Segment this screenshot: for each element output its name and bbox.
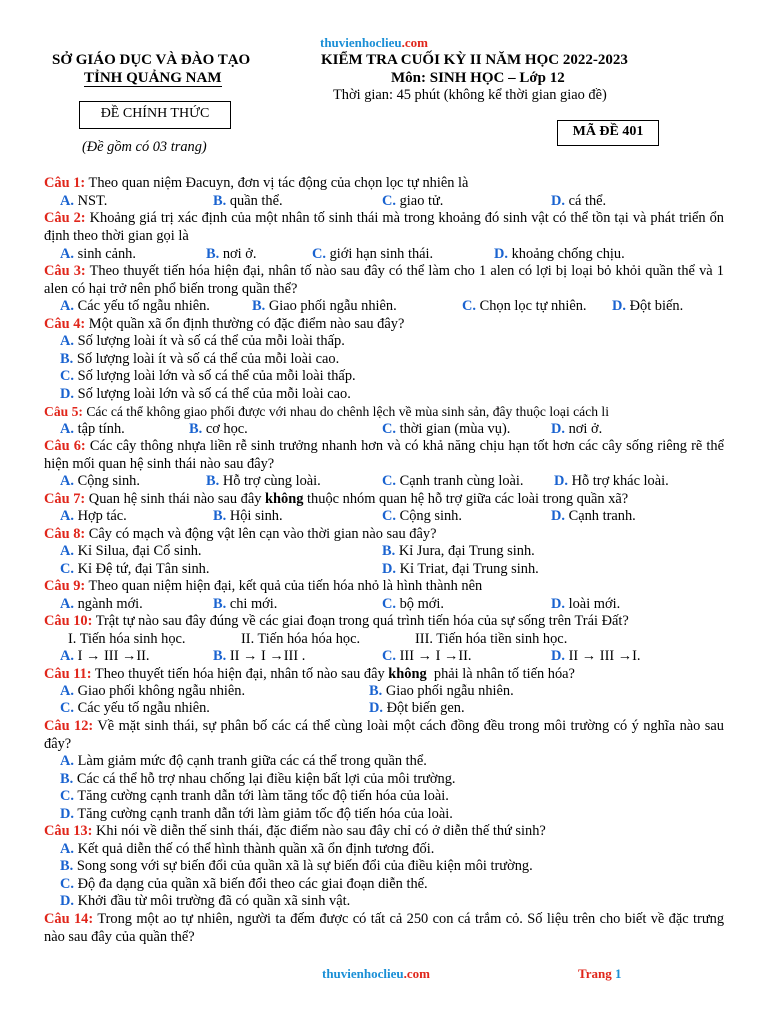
- option: D. Đột biến.: [612, 298, 684, 314]
- question-12: Câu 12: Về mặt sinh thái, sự phân bố các cá thể cùng loài một cách đồng đều trong môi trường có ý nghĩa nào sau đây?: [44, 718, 724, 752]
- option: A. Kết quả diễn thế có thể hình thành quần xã ổn định tương đối.: [60, 841, 435, 857]
- option: A. Hợp tác.: [60, 508, 127, 524]
- option: C. Cộng sinh.: [382, 508, 462, 524]
- option: B. cơ học.: [189, 421, 248, 437]
- option: D. Kỉ Triat, đại Trung sinh.: [382, 561, 539, 577]
- option: B. Giao phối ngẫu nhiên.: [369, 683, 514, 699]
- option: C. bộ mới.: [382, 596, 444, 612]
- official-badge: ĐỀ CHÍNH THỨC: [79, 101, 231, 129]
- option: C. Kỉ Đệ tứ, đại Tân sinh.: [60, 561, 210, 577]
- exam-code: MÃ ĐỀ 401: [557, 120, 659, 146]
- question-9: Câu 9: Theo quan niệm hiện đại, kết quả của tiến hóa nhỏ là hình thành nên: [44, 578, 483, 594]
- option: D. Hỗ trợ khác loài.: [554, 473, 669, 489]
- option: B. Số lượng loài ít và số cá thể của mỗi loài cao.: [60, 351, 340, 367]
- site-watermark-top: thuvienhoclieu.com: [320, 35, 428, 50]
- question-4: Câu 4: Một quần xã ổn định thường có đặc điểm nào sau đây?: [44, 316, 405, 332]
- option: A. Cộng sinh.: [60, 473, 140, 489]
- option: D. II → III →I.: [551, 648, 641, 664]
- option: C. Các yếu tố ngẫu nhiên.: [60, 700, 210, 716]
- question-10: Câu 10: Trật tự nào sau đây đúng về các giai đoạn trong quá trình tiến hóa của sự sống trên Trái Đất?: [44, 613, 629, 629]
- question-1: Câu 1: Theo quan niệm Đacuyn, đơn vị tác động của chọn lọc tự nhiên là: [44, 175, 469, 191]
- exam-subject: Môn: SINH HỌC – Lớp 12: [391, 70, 565, 86]
- province-name: TỈNH QUẢNG NAM: [84, 70, 222, 86]
- department-name: SỞ GIÁO DỤC VÀ ĐÀO TẠO: [52, 52, 251, 68]
- option: D. cá thể.: [551, 193, 607, 209]
- option: D. Khởi đầu từ môi trường đã có quần xã sinh vật.: [60, 893, 351, 909]
- page-number: Trang 1: [578, 966, 622, 981]
- option: C. III → I →II.: [382, 648, 472, 664]
- option: D. Cạnh tranh.: [551, 508, 636, 524]
- option: A. Kỉ Silua, đại Cổ sinh.: [60, 543, 202, 559]
- option: C. giao tử.: [382, 193, 444, 209]
- option: A. Làm giảm mức độ cạnh tranh giữa các cá thể trong quần thể.: [60, 753, 427, 769]
- option: A. ngành mới.: [60, 596, 143, 612]
- option: D. Số lượng loài lớn và số cá thể của mỗi loài cao.: [60, 386, 351, 402]
- option: B. Các cá thể hỗ trợ nhau chống lại điều kiện bất lợi của môi trường.: [60, 771, 456, 787]
- option: C. Số lượng loài lớn và số cá thể của mỗi loài thấp.: [60, 368, 356, 384]
- option: D. Tăng cường cạnh tranh dẫn tới làm giảm tốc độ tiến hóa của loài.: [60, 806, 453, 822]
- option: C. Độ đa dạng của quần xã biến đổi theo các giai đoạn diễn thế.: [60, 876, 428, 892]
- option: D. khoảng chống chịu.: [494, 246, 625, 262]
- option: B. II → I →III .: [213, 648, 306, 664]
- exam-time: Thời gian: 45 phút (không kể thời gian giao đề): [333, 87, 607, 103]
- option: A. Số lượng loài ít và số cá thể của mỗi loài thấp.: [60, 333, 345, 349]
- question-11: Câu 11: Theo thuyết tiến hóa hiện đại, nhân tố nào sau đây không phải là nhân tố tiến hóa?: [44, 666, 575, 682]
- option: C. giới hạn sinh thái.: [312, 246, 434, 262]
- option: C. Tăng cường cạnh tranh dẫn tới làm tăng tốc độ tiến hóa của loài.: [60, 788, 449, 804]
- option: A. NST.: [60, 193, 108, 209]
- option: B. Hội sinh.: [213, 508, 283, 524]
- option: A. I → III →II.: [60, 648, 150, 664]
- option: B. Kỉ Jura, đại Trung sinh.: [382, 543, 535, 559]
- question-2: Câu 2: Khoảng giá trị xác định của một nhân tố sinh thái mà trong khoảng đó sinh vật có thể tồn tại và phát triển ổn định theo thời gian gọi là: [44, 210, 724, 244]
- question-14: Câu 14: Trong một ao tự nhiên, người ta đếm được có tất cả 250 con cá trắm cỏ. Số liệu trên cho biết về đặc trưng nào sau đây của quần thể?: [44, 911, 725, 945]
- option: B. nơi ở.: [206, 246, 257, 262]
- option: B. Song song với sự biến đổi của quần xã là sự biến đổi của điều kiện môi trường.: [60, 858, 533, 874]
- question-8: Câu 8: Cây có mạch và động vật lên cạn vào thời gian nào sau đây?: [44, 526, 437, 542]
- question-13: Câu 13: Khi nói về diễn thế sinh thái, đặc điểm nào sau đây chỉ có ở diễn thế thứ sinh?: [44, 823, 546, 839]
- option: A. Giao phối không ngẫu nhiên.: [60, 683, 246, 699]
- option: B. Hỗ trợ cùng loài.: [206, 473, 321, 489]
- option: C. Cạnh tranh cùng loài.: [382, 473, 524, 489]
- question-6: Câu 6: Các cây thông nhựa liền rễ sinh trưởng nhanh hơn và có khả năng chịu hạn tốt hơn các cây sống riêng rẽ thể hiện mối quan hệ sinh thái nào sau đây?: [44, 438, 724, 472]
- option: A. sinh cảnh.: [60, 246, 136, 262]
- option: B. Giao phối ngẫu nhiên.: [252, 298, 397, 314]
- question-7: Câu 7: Quan hệ sinh thái nào sau đây không thuộc nhóm quan hệ hỗ trợ giữa các loài trong quần xã?: [44, 491, 629, 507]
- exam-title: KIỂM TRA CUỐI KỲ II NĂM HỌC 2022-2023: [321, 52, 628, 68]
- option: A. tập tính.: [60, 421, 125, 437]
- site-watermark-footer: thuvienhoclieu.com: [322, 966, 430, 981]
- option: C. Chọn lọc tự nhiên.: [462, 298, 587, 314]
- option: A. Các yếu tố ngẫu nhiên.: [60, 298, 210, 314]
- option: D. loài mới.: [551, 596, 621, 612]
- pages-note: (Đề gồm có 03 trang): [82, 139, 207, 155]
- option: B. chi mới.: [213, 596, 278, 612]
- option: D. Đột biến gen.: [369, 700, 465, 716]
- option: B. quần thể.: [213, 193, 283, 209]
- option: D. nơi ở.: [551, 421, 603, 437]
- question-5: Câu 5: Các cá thể không giao phối được với nhau do chênh lệch về mùa sinh sản, đây thuộc loại cách li: [44, 404, 609, 419]
- option: C. thời gian (mùa vụ).: [382, 421, 511, 437]
- question-3: Câu 3: Theo thuyết tiến hóa hiện đại, nhân tố nào sau đây có thể làm cho 1 alen có lợi bị loại bỏ khỏi quần thể và 1 alen có hại trở nên phổ biến trong quần thể?: [44, 263, 725, 297]
